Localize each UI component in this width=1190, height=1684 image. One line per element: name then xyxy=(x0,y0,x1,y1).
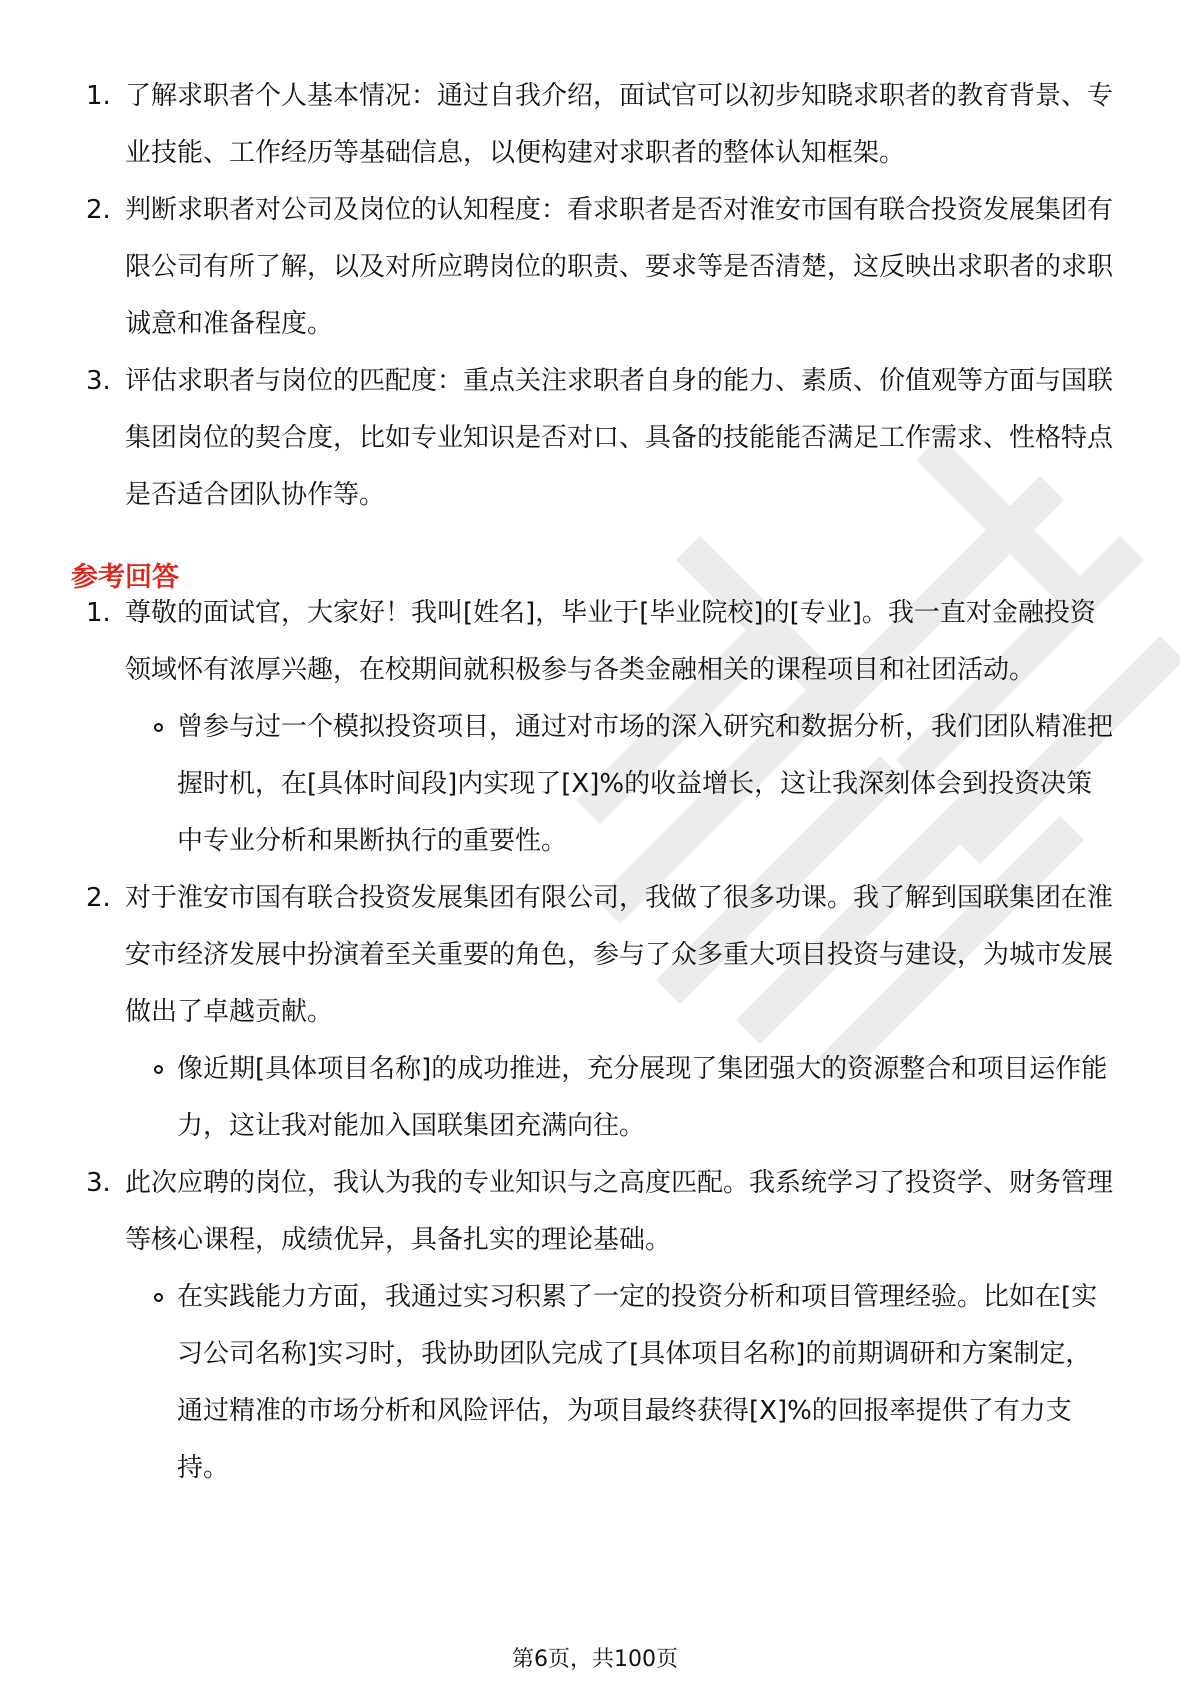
list-number: 2. xyxy=(86,883,111,913)
list-number: 3. xyxy=(86,366,111,396)
bullet-circle-icon xyxy=(154,723,163,732)
sub-text: 像近期[具体项目名称]的成功推进，充分展现了集团强大的资源整合和项目运作能力，这让我对能加入国联集团充满向往。 xyxy=(177,1054,1108,1141)
sub-item xyxy=(125,1041,1115,1155)
list-text: 尊敬的面试官，大家好！我叫[姓名]，毕业于[毕业院校]的[专业]。我一直对金融投资领域怀有浓厚兴趣，在校期间就积极参与各类金融相关的课程项目和社团活动。 xyxy=(125,598,1096,685)
sub-item xyxy=(125,1269,1115,1497)
list-text: 对于淮安市国有联合投资发展集团有限公司，我做了很多功课。我了解到国联集团在淮安市经济发展中扮演着至关重要的角色，参与了众多重大项目投资与建设，为城市发展做出了卓越贡献。 xyxy=(125,883,1114,1027)
list-item xyxy=(0,1155,1190,1497)
page-footer: 第6页，共100页 xyxy=(512,1647,678,1672)
sub-item xyxy=(125,699,1115,870)
list-number: 1. xyxy=(86,598,111,628)
bullet-circle-icon xyxy=(154,1065,163,1074)
sub-text: 曾参与过一个模拟投资项目，通过对市场的深入研究和数据分析，我们团队精准把握时机，在[具体时间段]内实现了[X]%的收益增长，这让我深刻体会到投资决策中专业分析和果断执行的重要性。 xyxy=(177,712,1114,856)
list-item xyxy=(0,68,1190,182)
list-number: 3. xyxy=(86,1168,111,1198)
list-item xyxy=(0,870,1190,1155)
objectives-list xyxy=(0,68,1190,524)
list-text: 判断求职者对公司及岗位的认知程度：看求职者是否对淮安市国有联合投资发展集团有限公司有所了解，以及对所应聘岗位的职责、要求等是否清楚，这反映出求职者的求职诚意和准备程度。 xyxy=(125,195,1114,339)
list-item xyxy=(0,182,1190,353)
list-text: 此次应聘的岗位，我认为我的专业知识与之高度匹配。我系统学习了投资学、财务管理等核心课程，成绩优异，具备扎实的理论基础。 xyxy=(125,1168,1114,1255)
sub-text: 在实践能力方面，我通过实习积累了一定的投资分析和项目管理经验。比如在[实习公司名称]实习时，我协助团队完成了[具体项目名称]的前期调研和方案制定，通过精准的市场分析和风险评估，为项目最终获得[X]%的回报率提供了有力支持。 xyxy=(177,1282,1098,1483)
list-number: 1. xyxy=(86,81,111,111)
list-item xyxy=(0,353,1190,524)
section-title: 参考回答 xyxy=(71,562,179,593)
list-text: 评估求职者与岗位的匹配度：重点关注求职者自身的能力、素质、价值观等方面与国联集团岗位的契合度，比如专业知识是否对口、具备的技能能否满足工作需求、性格特点是否适合团队协作等。 xyxy=(125,366,1114,510)
answers-list xyxy=(0,585,1190,1497)
list-item xyxy=(0,585,1190,870)
list-number: 2. xyxy=(86,195,111,225)
bullet-circle-icon xyxy=(154,1293,163,1302)
list-text: 了解求职者个人基本情况：通过自我介绍，面试官可以初步知晓求职者的教育背景、专业技能、工作经历等基础信息，以便构建对求职者的整体认知框架。 xyxy=(125,81,1114,168)
